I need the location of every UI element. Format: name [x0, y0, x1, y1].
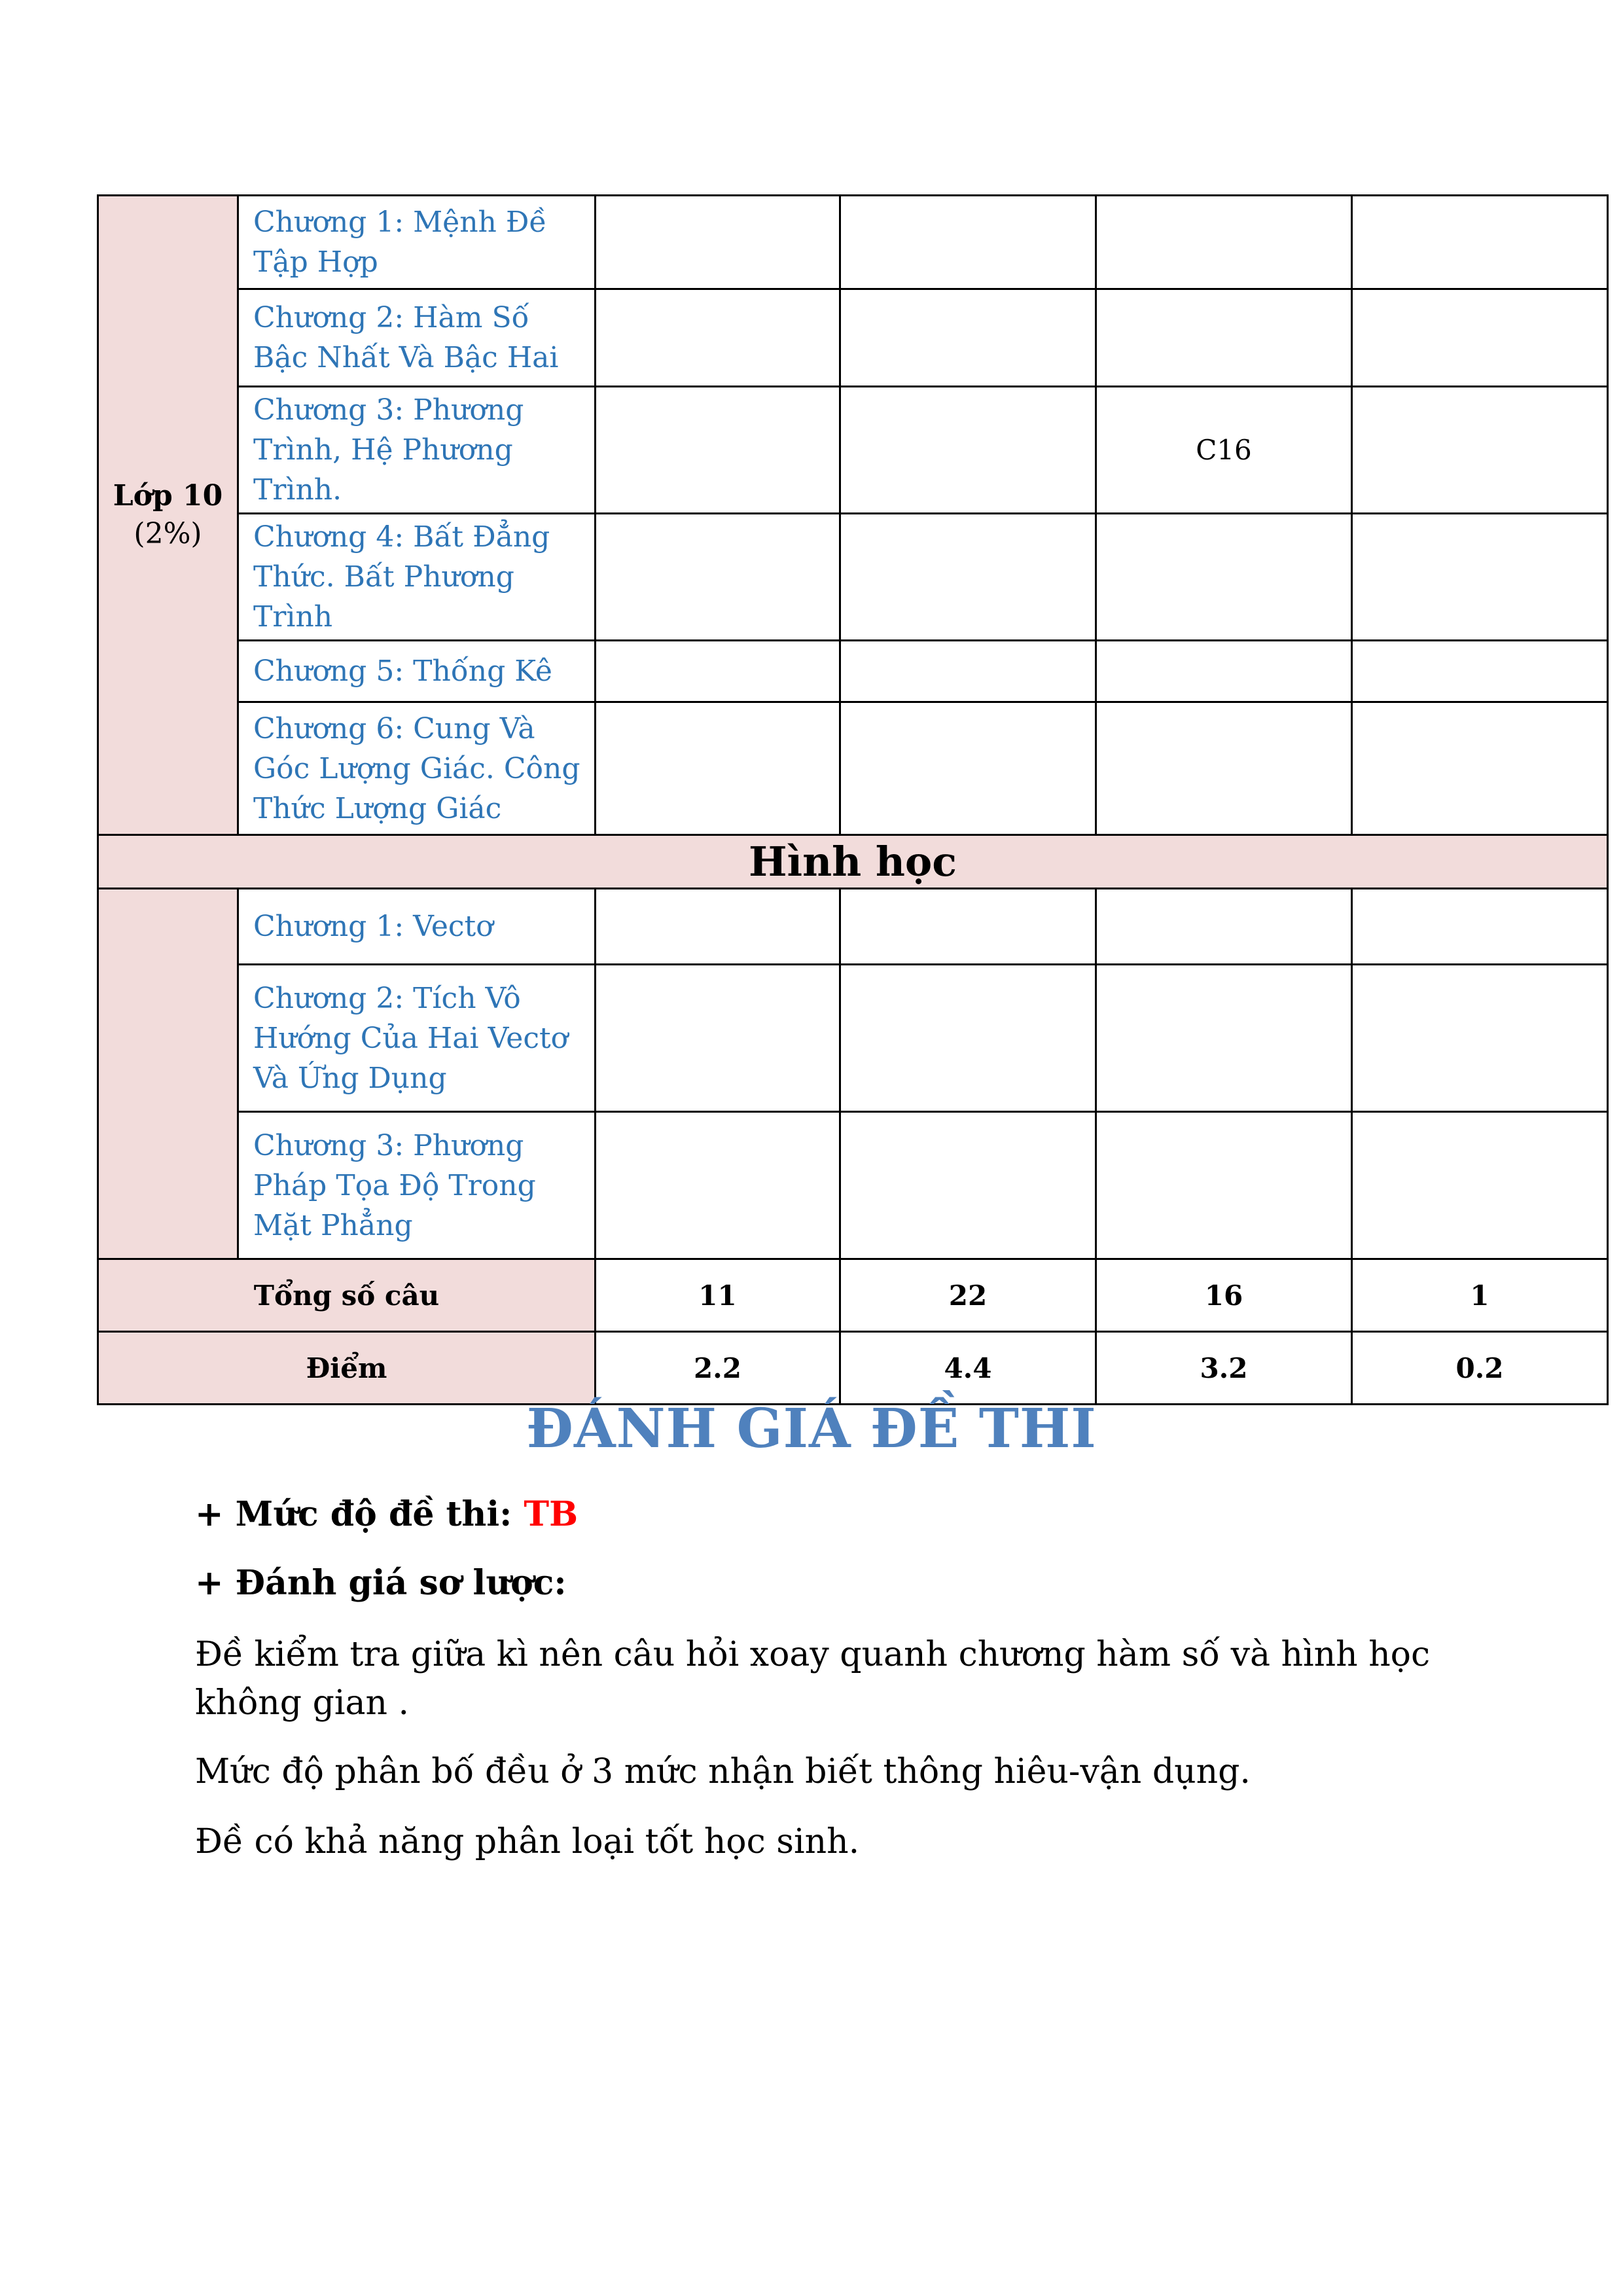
matrix-cell [596, 965, 840, 1112]
matrix-cell [596, 1112, 840, 1259]
table-row [98, 387, 1608, 514]
paragraph-3: Đề có khả năng phân loại tốt học sinh. [195, 1822, 860, 1861]
matrix-cell [1352, 702, 1608, 835]
matrix-cell [1096, 702, 1352, 835]
matrix-cell [1352, 889, 1608, 965]
matrix-cell [840, 641, 1096, 702]
matrix-cell [1096, 196, 1352, 289]
matrix-cell [1352, 289, 1608, 387]
matrix-cell [840, 889, 1096, 965]
matrix-cell [1352, 965, 1608, 1112]
difficulty-line [195, 1492, 1438, 1537]
matrix-cell [1096, 514, 1352, 641]
section-title: Hình học [98, 835, 1608, 889]
matrix-cell [840, 289, 1096, 387]
matrix-cell [1096, 289, 1352, 387]
score-label: Điểm [98, 1332, 596, 1405]
score-row [98, 1332, 1608, 1405]
summary-label: + Đánh giá sơ lược: [195, 1563, 567, 1603]
paragraph-1-line-1: Đề kiểm tra giữa kì nên câu hỏi xoay quanh chương hàm số và hình học [195, 1635, 1431, 1674]
evaluation-heading: ĐÁNH GIÁ ĐỀ THI [526, 1397, 1097, 1460]
total-value: 16 [1096, 1259, 1352, 1332]
matrix-cell [840, 965, 1096, 1112]
matrix-cell [1352, 387, 1608, 514]
grade-10-cell [98, 196, 238, 835]
table-row [98, 514, 1608, 641]
grade-10-label: Lớp 10 [113, 479, 223, 512]
total-value: 22 [840, 1259, 1096, 1332]
matrix-cell [1096, 889, 1352, 965]
matrix-cell [1096, 1112, 1352, 1259]
difficulty-value: TB [524, 1494, 579, 1534]
exam-matrix-table [97, 194, 1609, 1405]
score-value: 2.2 [596, 1332, 840, 1405]
matrix-cell [596, 702, 840, 835]
table-row [98, 702, 1608, 835]
matrix-cell [596, 889, 840, 965]
section-row [98, 835, 1608, 889]
geometry-grade-cell [98, 889, 238, 1259]
chapter-title: Chương 5: Thống Kê [238, 641, 596, 702]
chapter-title: Chương 3: Phương Pháp Tọa Độ Trong Mặt Phẳng [238, 1112, 596, 1259]
chapter-title: Chương 2: Hàm Số Bậc Nhất Và Bậc Hai [238, 289, 596, 387]
matrix-cell [1096, 641, 1352, 702]
matrix-cell [1352, 196, 1608, 289]
matrix-cell [840, 196, 1096, 289]
chapter-title: Chương 1: Mệnh Đề Tập Hợp [238, 196, 596, 289]
total-label: Tổng số câu [98, 1259, 596, 1332]
matrix-cell [596, 196, 840, 289]
matrix-cell [840, 514, 1096, 641]
matrix-cell [596, 514, 840, 641]
chapter-title: Chương 6: Cung Và Góc Lượng Giác. Công Thức Lượng Giác [238, 702, 596, 835]
score-value: 3.2 [1096, 1332, 1352, 1405]
score-value: 0.2 [1352, 1332, 1608, 1405]
difficulty-label: + Mức độ đề thi: [195, 1494, 524, 1534]
table-row [98, 889, 1608, 965]
table-row [98, 965, 1608, 1112]
grade-10-percent: (2%) [134, 517, 202, 550]
table-row [98, 196, 1608, 289]
total-value: 11 [596, 1259, 840, 1332]
total-value: 1 [1352, 1259, 1608, 1332]
table-row [98, 641, 1608, 702]
matrix-cell [1352, 1112, 1608, 1259]
total-row [98, 1259, 1608, 1332]
matrix-cell [840, 1112, 1096, 1259]
matrix-cell [840, 702, 1096, 835]
matrix-cell [1352, 641, 1608, 702]
matrix-cell [1096, 965, 1352, 1112]
matrix-cell [840, 387, 1096, 514]
table-row [98, 289, 1608, 387]
paragraph-2: Mức độ phân bố đều ở 3 mức nhận biết thông hiêu-vận dụng. [195, 1752, 1251, 1791]
table-row [98, 1112, 1608, 1259]
matrix-cell [596, 289, 840, 387]
matrix-cell [596, 387, 840, 514]
paragraph-1-line-2: không gian . [195, 1683, 410, 1723]
chapter-title: Chương 4: Bất Đẳng Thức. Bất Phương Trình [238, 514, 596, 641]
matrix-cell: C16 [1096, 387, 1352, 514]
chapter-title: Chương 2: Tích Vô Hướng Của Hai Vectơ Và Ứng Dụng [238, 965, 596, 1112]
score-value: 4.4 [840, 1332, 1096, 1405]
chapter-title: Chương 1: Vectơ [238, 889, 596, 965]
matrix-cell [1352, 514, 1608, 641]
chapter-title: Chương 3: Phương Trình, Hệ Phương Trình. [238, 387, 596, 514]
matrix-cell [596, 641, 840, 702]
